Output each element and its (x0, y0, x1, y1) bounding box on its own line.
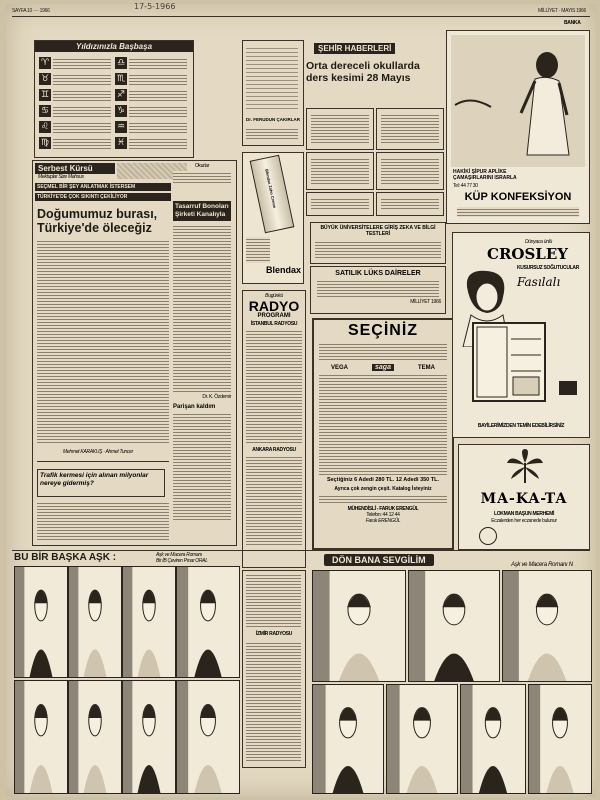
tasarruf-sign: Dr. K. Özdemir (202, 394, 231, 400)
zodiac-list (39, 57, 189, 153)
comic-drawing (409, 571, 499, 681)
comic-right-strip (312, 570, 592, 794)
apartments-ad (310, 266, 446, 314)
lead-line-2: TÜRKİYE'DE ÇOK SIKINTI ÇEKİLİYOR (35, 193, 171, 201)
toothpaste-tube-image (250, 155, 295, 234)
zodiac-text (129, 121, 187, 133)
zodiac-text (129, 105, 187, 117)
comic-drawing (313, 685, 383, 793)
leaf-logo-icon (505, 449, 545, 485)
mini-classified-ad (306, 192, 374, 216)
comics-rule (12, 550, 590, 551)
zodiac-sign-icon: ♓ (116, 138, 126, 148)
newspaper-page (6, 4, 596, 797)
makata-sub2: Eczalerden her eczanede bulunur (491, 518, 557, 524)
seciniz-title: SEÇİNİZ (347, 322, 419, 339)
parisan-body-text (173, 412, 231, 522)
zodiac-sign-icon: ♏ (116, 74, 126, 84)
okurlar-intro-text (173, 171, 231, 185)
okurlar-kicker: Okurlar (194, 163, 210, 169)
mini-classified-text (381, 157, 439, 185)
crosley-logo-mark (559, 381, 577, 395)
zodiac-text (129, 73, 187, 85)
makata-ad (458, 444, 590, 550)
kup-ad-sub: HAKİKİ ŞİPUR APLİKE ÇAMAŞIRLARINI ISRARLA (453, 169, 517, 181)
crosley-ad (452, 232, 590, 438)
radio-station-izmir: İZMİR RADYOSU (255, 631, 293, 637)
folio-right: MİLLİYET · MAYIS 1966 (538, 8, 586, 14)
zodiac-sign-icon: ♒ (116, 122, 126, 132)
comic-left-strip (14, 566, 240, 794)
comic-left-credit1: Aşk ve Macera Romanı (156, 552, 202, 558)
comic-right-title: DÖN BANA SEVGİLİM (324, 554, 434, 566)
crosley-slogan: Fasılalı (517, 275, 561, 289)
zodiac-text (53, 57, 111, 69)
seciniz-fine-print (319, 494, 447, 504)
apartments-ad-text (317, 279, 439, 297)
zodiac-text (129, 89, 187, 101)
crosley-tagline: KUSURSUZ SOĞUTUCULAR (517, 265, 580, 271)
free-tribune-kicker: Serbest Kürsü (35, 163, 115, 174)
comic-drawing (15, 681, 67, 793)
comic-panel (176, 566, 240, 678)
zodiac-sign-icon: ♈ (40, 58, 50, 68)
tube-label: Blendax Zahn Creme (264, 168, 278, 209)
tasarruf-body-text (173, 224, 231, 392)
apartments-ad-sign: MİLLİYET 1966 (410, 299, 441, 305)
free-tribune-divider (37, 461, 169, 462)
top-rule (12, 16, 590, 17)
blendax-copy-text (246, 237, 270, 263)
radio-box (242, 290, 306, 568)
crosley-brand: CROSLEY (487, 245, 568, 263)
comic-panel (386, 684, 458, 794)
seciniz-product-list (319, 373, 447, 475)
doctor-name: Dr. FERUDUN ÇAKIRLAR (246, 117, 300, 122)
lead-line-1: SEÇMEL BİR ŞEY ANLATMAK İSTERSEM (35, 183, 171, 191)
comic-panel (14, 566, 68, 678)
radio-ankara-schedule (246, 455, 302, 547)
comic-drawing (69, 567, 121, 677)
mini-ads-grid (306, 108, 444, 216)
zodiac-sign-icon: ♍ (40, 138, 50, 148)
zodiac-text (129, 137, 187, 149)
comic-drawing (177, 681, 239, 793)
radio-izmir-schedule (246, 641, 301, 761)
makata-seal-icon (479, 527, 497, 545)
free-tribune-box (32, 160, 237, 546)
comic-drawing (461, 685, 525, 793)
exam-ad-title: BÜYÜK ÜNİVERSİTELERE GİRİŞ ZEKA VE BİLGİ TESTLERİ (320, 225, 436, 237)
seciniz-dealer: MÜHENDİSLİ - FARUK ERENGÜL (347, 506, 419, 512)
comic-panel (14, 680, 68, 794)
kup-ad-tel: Tel: 44 77 30 (453, 183, 478, 189)
comic-panel (176, 680, 240, 794)
comic-panel (122, 680, 176, 794)
zodiac-sign-icon: ♐ (116, 90, 126, 100)
comic-drawing (123, 681, 175, 793)
zodiac-text (53, 73, 111, 85)
kup-ad-address (457, 207, 579, 217)
seciniz-address: Telefon: 44 12 44 (366, 512, 400, 518)
comic-panel (312, 570, 406, 682)
comic-panel (68, 566, 122, 678)
mini-classified-text (381, 197, 439, 211)
mini-classified-text (311, 113, 369, 145)
zodiac-text (53, 89, 111, 101)
middle-narrow-column (173, 163, 231, 541)
free-tribune-subkicker: Mektuplar Size Mahsus (38, 174, 84, 180)
comic-panel (460, 684, 526, 794)
exam-ad (310, 222, 446, 264)
city-news-block (306, 38, 436, 84)
comic-drawing (69, 681, 121, 793)
comic-panel (502, 570, 592, 682)
comic-drawing (387, 685, 457, 793)
comic-drawing (313, 571, 405, 681)
seciniz-intro-text (319, 342, 447, 362)
crosley-pretitle: Dünyaca ünlü (525, 239, 552, 245)
apartments-ad-title: SATILIK LÜKS DAİRELER (335, 270, 421, 277)
zodiac-text (53, 105, 111, 117)
mini-classified-ad (376, 192, 444, 216)
refrigerator-illustration (469, 319, 549, 405)
zodiac-sign-icon: ♋ (40, 106, 50, 116)
zodiac-text (129, 57, 187, 69)
city-news-headline: Orta dereceli okullarda ders kesimi 28 Mayıs (306, 60, 420, 84)
comic-drawing (15, 567, 67, 677)
horoscope-box (34, 40, 194, 158)
crosley-footer: BAYİLERİMİZDEN TEMİN EDEBİLİRSİNİZ (477, 423, 565, 429)
comic-drawing (529, 685, 591, 793)
zodiac-sign-icon: ♌ (40, 122, 50, 132)
comic-right-credit: Aşk ve Macera Romanı N (511, 562, 573, 568)
zodiac-sign-icon: ♊ (40, 90, 50, 100)
mini-classified-text (311, 157, 369, 185)
lingerie-model-photo (451, 35, 585, 167)
comic-drawing (503, 571, 591, 681)
second-headline: Trafik kermesi için alınan milyonlar nereye gidermiş? (40, 472, 149, 487)
handwritten-date: 17-5-1966 (134, 2, 176, 11)
comic-panel (122, 566, 176, 678)
seciniz-ad (312, 318, 454, 550)
blendax-ad (242, 152, 304, 284)
comic-panel (528, 684, 592, 794)
mini-classified-text (311, 197, 369, 211)
radio-station-istanbul: İSTANBUL RADYOSU (250, 321, 298, 327)
radio-station-ankara: ANKARA RADYOSU (252, 447, 296, 453)
zodiac-text (53, 121, 111, 133)
radio-izmir-box (242, 570, 306, 768)
second-body-text (37, 501, 169, 541)
city-news-kicker: ŞEHİR HABERLERİ (314, 43, 395, 54)
makata-brand: MA-KA-TA (480, 491, 568, 507)
seciniz-brands (319, 364, 447, 371)
zodiac-sign-icon: ♑ (116, 106, 126, 116)
corner-tag: BANKA (564, 20, 581, 26)
exam-ad-text (315, 240, 441, 260)
brand-saga: saga (372, 364, 394, 371)
comic-panel (408, 570, 500, 682)
zodiac-sign-icon: ♎ (116, 58, 126, 68)
comic-panel (68, 680, 122, 794)
seciniz-footer-sign: Faruk ERENGÜL (365, 518, 401, 524)
free-tribune-body-text (37, 239, 169, 445)
tasarruf-headline: Tasarruf Bonoları Şirketi Kanalıyla (173, 201, 231, 221)
brand-tema: TEMA (417, 364, 435, 371)
seciniz-catalog: Ayrıca çok zengin çeşit. Katalog İsteyiniz (334, 486, 432, 492)
comic-drawing (123, 567, 175, 677)
radio-istanbul-schedule (246, 329, 302, 445)
horoscope-title: Yıldızınızla Başbaşa (35, 41, 193, 52)
free-tribune-signature: Mehmet KARAKUŞ · Ahmet Tuncer (63, 449, 133, 455)
radio-title: RADYO (248, 298, 300, 314)
mini-classified-ad (306, 108, 374, 150)
radio-subtitle: PROGRAMI (257, 313, 291, 319)
mini-classified-ad (376, 152, 444, 190)
radio-continued-schedule (246, 573, 301, 627)
model-silhouette (451, 35, 585, 167)
parisan-headline: Parişan kaldım (173, 404, 216, 410)
doctor-address (246, 127, 298, 141)
radio-label: Bugünkü (265, 293, 283, 299)
makata-sub: LOKMAN BAŞUN MERHEMİ (493, 511, 555, 517)
blendax-brand: Blendax (265, 265, 301, 275)
mini-classified-ad (376, 108, 444, 150)
doctor-ads-column (242, 40, 304, 146)
zodiac-sign-icon: ♉ (40, 74, 50, 84)
comic-left-credit2: Bir İB Çeviren Pınar ORAL (156, 558, 208, 564)
comic-left-title: BU BİR BAŞKA AŞK : (14, 552, 117, 563)
zodiac-text (53, 137, 111, 149)
kup-ad-headline: KÜP KONFEKSİYON (464, 191, 572, 203)
doctor-ads-text (246, 45, 298, 111)
free-tribune-headline: Doğumumuz burası, Türkiye'de öleceğiz (37, 207, 158, 235)
mini-classified-ad (306, 152, 374, 190)
comic-drawing (177, 567, 239, 677)
brand-vega: VEGA (331, 364, 349, 371)
folio-left: SAYFA 10 ···· 1966 (12, 8, 50, 14)
seciniz-price: Seçtiğiniz 6 Adedi 280 TL. 12 Adedi 350 TL. (326, 477, 440, 483)
kup-ad (446, 30, 590, 224)
comic-panel (312, 684, 384, 794)
mini-classified-text (381, 113, 439, 145)
